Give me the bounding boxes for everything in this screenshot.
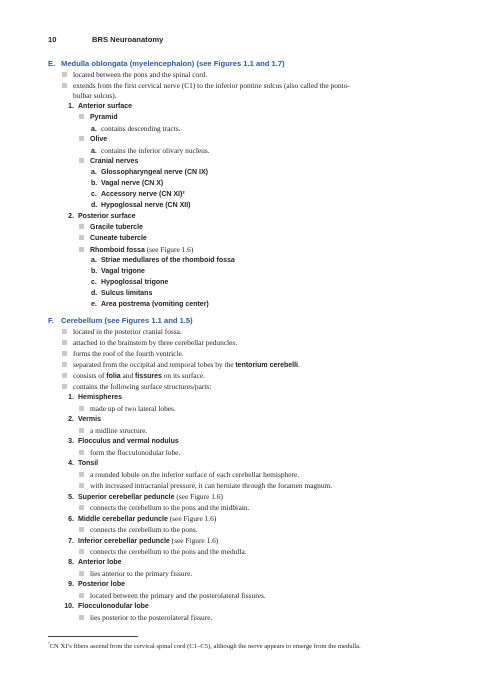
bullet-icon xyxy=(79,158,84,163)
list-item: b. Vagal trigone xyxy=(91,268,145,275)
bullet-icon xyxy=(79,505,84,510)
bullet-icon xyxy=(79,549,84,554)
section-e-heading xyxy=(48,59,285,68)
list-item: Cuneate tubercle xyxy=(79,234,147,243)
list-item: located between the pons and the spinal cord. xyxy=(62,70,207,79)
bullet-icon xyxy=(79,571,84,576)
list-item-continued: bulbar sulcus). xyxy=(73,91,117,100)
section-f-title: Cerebellum (see Figures 1.1 and 1.5) xyxy=(61,316,193,325)
list-item: form the flocculonodular lobe. xyxy=(79,448,180,457)
bullet-icon xyxy=(79,527,84,532)
list-item: a. contains the inferior olivary nucleus. xyxy=(91,146,210,155)
bullet-icon xyxy=(79,483,84,488)
subheading: 9. Posterior lobe xyxy=(68,581,126,588)
list-item: d. Sulcus limitans xyxy=(91,290,153,297)
footnote-divider xyxy=(48,636,138,637)
list-item: Olive xyxy=(79,135,107,144)
subheading: 3. Flocculus and vermal nodulus xyxy=(68,438,179,445)
list-item: Pyramid xyxy=(79,113,118,122)
list-item: with increased intracranial pressure, it can herniate through the foramen magnum. xyxy=(79,481,332,490)
section-e-letter: E. xyxy=(48,59,56,68)
subheading: 7. Inferior cerebellar peduncle (see Figure 1.6) xyxy=(68,536,219,545)
list-item: made up of two lateral lobes. xyxy=(79,404,176,413)
list-item: a. Striae medullares of the rhomboid fossa xyxy=(91,257,235,264)
bullet-icon xyxy=(79,406,84,411)
list-item: lies anterior to the primary fissure. xyxy=(79,569,192,578)
book-title: BRS Neuroanatomy xyxy=(92,35,164,44)
subheading: 6. Middle cerebellar peduncle (see Figure 1.6) xyxy=(68,514,217,523)
list-item: a. Glossopharyngeal nerve (CN IX) xyxy=(91,169,208,176)
bullet-icon xyxy=(62,72,67,77)
list-item: forms the roof of the fourth ventricle. xyxy=(62,349,184,358)
list-item: lies posterior to the posterolateral fissure. xyxy=(79,613,212,622)
bullet-icon xyxy=(62,329,67,334)
bullet-icon xyxy=(79,114,84,119)
list-item: attached to the brainstem by three cerebellar peduncles. xyxy=(62,338,237,347)
list-item: Cranial nerves xyxy=(79,157,138,166)
bullet-icon xyxy=(62,373,67,378)
subheading: 10. Flocculonodular lobe xyxy=(64,603,149,610)
subheading: 2. Vermis xyxy=(68,416,101,423)
list-item: e. Area postrema (vomiting center) xyxy=(91,301,209,308)
list-item: connects the cerebellum to the pons and the medulla. xyxy=(79,547,247,556)
footnote: $^{^2}$CN XI’s fibers ascend from the cervical spinal cord (C1–C5), although the nerve appears to emerge from the medulla. xyxy=(48,641,361,651)
list-item: a midline structure. xyxy=(79,426,147,435)
list-item: consists of folia and fissures on its surface. xyxy=(62,371,205,381)
list-item: Gracile tubercle xyxy=(79,223,143,232)
section-f-letter: F. xyxy=(48,316,54,325)
list-item: c. Hypoglossal trigone xyxy=(91,279,169,286)
section-e-title: Medulla oblongata (myelencephalon) (see Figures 1.1 and 1.7) xyxy=(61,59,285,68)
list-item: Rhomboid fossa (see Figure 1.6) xyxy=(79,245,193,255)
subheading: 2. Posterior surface xyxy=(68,213,136,220)
list-item: separated from the occipital and temporal lobes by the tentorium cerebelli. xyxy=(62,360,300,370)
bullet-icon xyxy=(79,224,84,229)
list-item: a rounded lobule on the inferior surface of each cerebellar hemisphere. xyxy=(79,470,299,479)
list-item: located in the posterior cranial fossa. xyxy=(62,327,182,336)
list-item: connects the cerebellum to the pons and the midbrain. xyxy=(79,503,249,512)
bullet-icon xyxy=(62,384,67,389)
running-header xyxy=(48,35,163,44)
list-item: contains the following surface structures/parts: xyxy=(62,382,211,391)
list-item: d. Hypoglossal nerve (CN XII) xyxy=(91,202,191,209)
bullet-icon xyxy=(62,351,67,356)
bullet-icon xyxy=(79,136,84,141)
list-item: extends from the first cervical nerve (C1) to the inferior pontine sulcus (also called the ponto- xyxy=(62,81,350,90)
section-f-heading xyxy=(48,316,193,325)
bullet-icon xyxy=(79,428,84,433)
bullet-icon xyxy=(79,593,84,598)
subheading: 5. Superior cerebellar peduncle (see Figure 1.6) xyxy=(68,492,223,501)
subheading: 8. Anterior lobe xyxy=(68,559,122,566)
subheading: 1. Hemispheres xyxy=(68,394,122,401)
bullet-icon xyxy=(79,615,84,620)
bullet-icon xyxy=(62,362,67,367)
page-number: 10 xyxy=(48,35,57,44)
list-item: located between the primary and the posterolateral fissures. xyxy=(79,591,266,600)
bullet-icon xyxy=(62,340,67,345)
subheading: 4. Tonsil xyxy=(68,460,99,467)
list-item: c. Accessory nerve (CN XI)² xyxy=(91,191,185,198)
bullet-icon xyxy=(79,472,84,477)
list-item: connects the cerebellum to the pons. xyxy=(79,525,198,534)
bullet-icon xyxy=(62,83,67,88)
subheading: 1. Anterior surface xyxy=(68,103,133,110)
list-item: a. contains descending tracts. xyxy=(91,124,181,133)
bullet-icon xyxy=(79,235,84,240)
bullet-icon xyxy=(79,247,84,252)
list-item: b. Vagal nerve (CN X) xyxy=(91,180,164,187)
bullet-icon xyxy=(79,450,84,455)
